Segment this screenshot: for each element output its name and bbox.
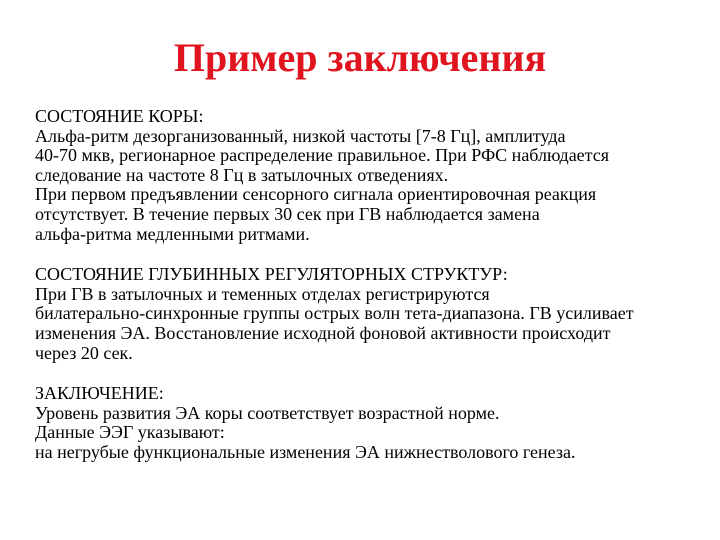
section-deep-structures <box>35 265 703 363</box>
section-conclusion <box>35 384 703 462</box>
text-line: При первом предъявлении сенсорного сигнала ориентировочная реакция <box>35 184 597 205</box>
text-line: 40-70 мкв, регионарное распределение правильное. При РФС наблюдается <box>35 145 610 166</box>
text-line: изменения ЭА. Восстановление исходной фоновой активности происходит <box>35 322 611 343</box>
section-heading: ЗАКЛЮЧЕНИЕ: <box>35 383 164 404</box>
text-line: отсутствует. В течение первых 30 сек при ГВ наблюдается замена <box>35 203 540 224</box>
text-line: альфа-ритма медленными ритмами. <box>35 223 310 244</box>
section-heading: СОСТОЯНИЕ ГЛУБИННЫХ РЕГУЛЯТОРНЫХ СТРУКТУР: <box>35 264 508 285</box>
text-line: При ГВ в затылочных и теменных отделах регистрируются <box>35 283 490 304</box>
text-line: Данные ЭЭГ указывают: <box>35 422 225 443</box>
text-line: билатерально-синхронные группы острых волн тета-диапазона. ГВ усиливает <box>35 303 634 324</box>
text-line: Уровень развития ЭА коры соответствует возрастной норме. <box>35 402 500 423</box>
text-line: следование на частоте 8 Гц в затылочных отведениях. <box>35 164 449 185</box>
text-line: на негрубые функциональные изменения ЭА нижнестволового генеза. <box>35 441 576 462</box>
slide-title: Пример заключения <box>173 35 547 80</box>
slide-body <box>35 107 703 484</box>
text-line: Альфа-ритм дезорганизованный, низкой частоты [7-8 Гц], амплитуда <box>35 125 566 146</box>
section-heading: СОСТОЯНИЕ КОРЫ: <box>35 106 204 126</box>
text-line: через 20 сек. <box>35 342 133 363</box>
section-cortex-state <box>35 107 703 244</box>
